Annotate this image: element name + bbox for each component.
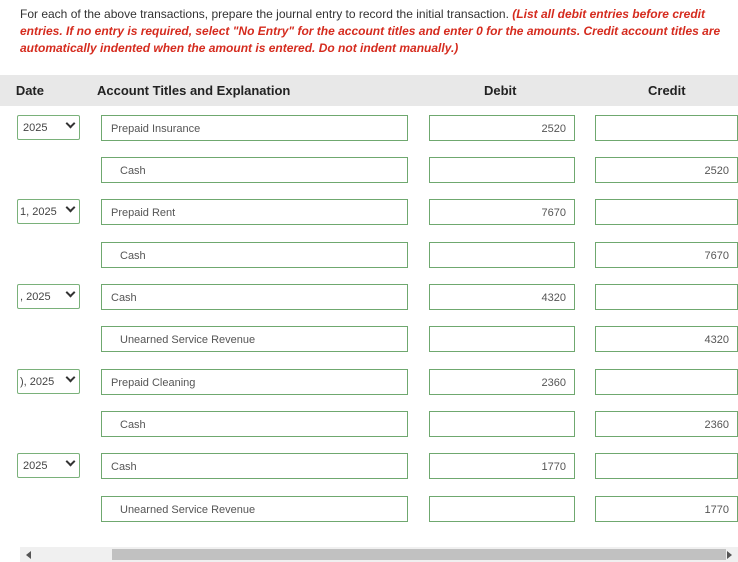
debit-amount-input[interactable]: 1770 [429, 453, 575, 479]
chevron-down-icon [66, 203, 76, 213]
date-value: , 2025 [20, 291, 51, 303]
date-value: 2025 [23, 460, 48, 472]
journal-row [0, 199, 738, 225]
credit-account-field[interactable]: Cash [101, 157, 408, 183]
debit-amount-input[interactable]: 7670 [429, 199, 575, 225]
credit-amount-input[interactable]: 2520 [595, 157, 738, 183]
debit-amount-input[interactable] [429, 157, 575, 183]
journal-row [0, 326, 738, 352]
journal-row [0, 284, 738, 310]
instructions-text: For each of the above transactions, prepare the journal entry to record the initial transaction. [20, 7, 513, 21]
credit-account-field[interactable]: Cash [101, 411, 408, 437]
date-select[interactable] [17, 453, 80, 478]
chevron-down-icon [66, 119, 76, 129]
date-value: ), 2025 [20, 376, 55, 388]
journal-row [0, 157, 738, 183]
date-value: 2025 [23, 122, 48, 134]
credit-amount-input[interactable]: 4320 [595, 326, 738, 352]
debit-amount-input[interactable]: 2360 [429, 369, 575, 395]
header-account: Account Titles and Explanation [97, 83, 291, 98]
date-select[interactable] [17, 115, 80, 140]
chevron-down-icon [66, 457, 76, 467]
credit-amount-input[interactable]: 7670 [595, 242, 738, 268]
header-date: Date [15, 83, 44, 98]
instructions-note: (List all debit entries before credit entries. If no entry is required, select "No Entry" for the account titles and enter 0 for the amounts. Credit account titles are automatically indented when the amount is entered. Do not indent manually.) [20, 7, 721, 55]
table-header [0, 75, 738, 106]
date-select[interactable] [17, 284, 80, 309]
credit-amount-input[interactable] [595, 453, 738, 479]
chevron-down-icon [66, 288, 76, 298]
debit-account-field[interactable]: Prepaid Insurance [101, 115, 408, 141]
credit-amount-input[interactable] [595, 369, 738, 395]
credit-amount-input[interactable]: 2360 [595, 411, 738, 437]
debit-account-field[interactable]: Cash [101, 284, 408, 310]
credit-account-field[interactable]: Cash [101, 242, 408, 268]
scroll-right-arrow-icon[interactable] [727, 551, 732, 559]
journal-row [0, 411, 738, 437]
debit-amount-input[interactable] [429, 326, 575, 352]
debit-amount-input[interactable]: 4320 [429, 284, 575, 310]
date-select[interactable] [17, 199, 80, 224]
debit-account-field[interactable]: Prepaid Rent [101, 199, 408, 225]
journal-row [0, 369, 738, 395]
debit-amount-input[interactable] [429, 496, 575, 522]
journal-row [0, 496, 738, 522]
debit-account-field[interactable]: Cash [101, 453, 408, 479]
date-select[interactable] [17, 369, 80, 394]
header-credit: Credit [648, 83, 686, 98]
scroll-left-arrow-icon[interactable] [26, 551, 31, 559]
debit-amount-input[interactable]: 2520 [429, 115, 575, 141]
date-value: 1, 2025 [20, 206, 57, 218]
header-debit: Debit [484, 83, 517, 98]
debit-amount-input[interactable] [429, 411, 575, 437]
chevron-down-icon [66, 373, 76, 383]
credit-account-field[interactable]: Unearned Service Revenue [101, 326, 408, 352]
credit-account-field[interactable]: Unearned Service Revenue [101, 496, 408, 522]
horizontal-scrollbar[interactable] [20, 547, 738, 562]
credit-amount-input[interactable]: 1770 [595, 496, 738, 522]
scrollbar-thumb[interactable] [112, 549, 726, 560]
debit-account-field[interactable]: Prepaid Cleaning [101, 369, 408, 395]
credit-amount-input[interactable] [595, 199, 738, 225]
debit-amount-input[interactable] [429, 242, 575, 268]
credit-amount-input[interactable] [595, 115, 738, 141]
journal-row [0, 242, 738, 268]
credit-amount-input[interactable] [595, 284, 738, 310]
instructions [20, 6, 732, 57]
journal-row [0, 115, 738, 141]
journal-row [0, 453, 738, 479]
